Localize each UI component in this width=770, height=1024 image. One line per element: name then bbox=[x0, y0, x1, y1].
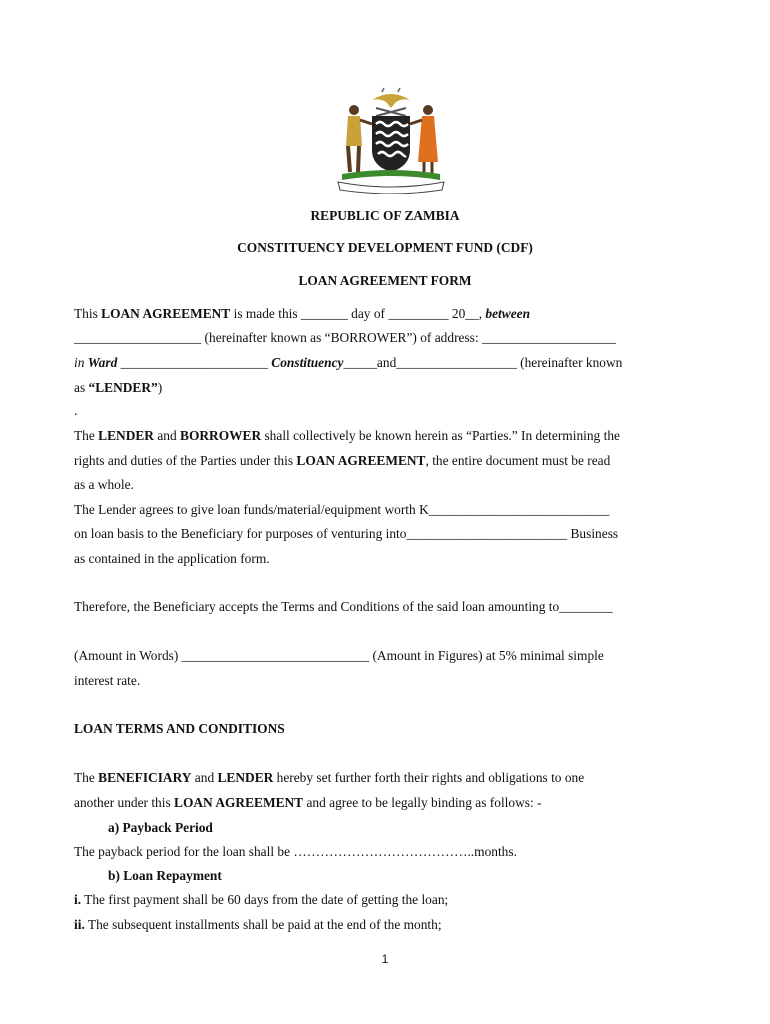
intro-line-1: This LOAN AGREEMENT is made this _______ day of _________ 20__, between bbox=[74, 306, 531, 321]
intro-line-3: in Ward ______________________ Constituency_____and__________________ (hereinafter known bbox=[74, 355, 623, 370]
terms-line-2: another under this LOAN AGREEMENT and agree to be legally binding as follows: - bbox=[74, 795, 542, 810]
lender-line-1: The Lender agrees to give loan funds/material/equipment worth K___________________________ bbox=[74, 502, 610, 517]
terms-line-1: The BENEFICIARY and LENDER hereby set further forth their rights and obligations to one bbox=[74, 770, 585, 785]
intro-line-4: as “LENDER”) bbox=[74, 380, 163, 395]
heading-country: REPUBLIC OF ZAMBIA bbox=[310, 208, 460, 223]
repayment-heading: b) Loan Repayment bbox=[108, 868, 222, 883]
parties-line-3: as a whole. bbox=[74, 477, 134, 492]
lender-line-2: on loan basis to the Beneficiary for purposes of venturing into________________________ Business bbox=[74, 526, 619, 541]
heading-fund: CONSTITUENCY DEVELOPMENT FUND (CDF) bbox=[237, 240, 533, 255]
payback-text: The payback period for the loan shall be …………………………………..months. bbox=[74, 844, 517, 859]
parties-line-1: The LENDER and BORROWER shall collectively be known herein as “Parties.” In determining the bbox=[74, 428, 620, 443]
amount-line-2: interest rate. bbox=[74, 673, 141, 688]
payback-heading: a) Payback Period bbox=[108, 820, 213, 835]
therefore-line: Therefore, the Beneficiary accepts the Terms and Conditions of the said loan amounting to________ bbox=[74, 599, 613, 614]
page-number: 1 bbox=[381, 952, 389, 966]
terms-heading: LOAN TERMS AND CONDITIONS bbox=[74, 721, 285, 736]
intro-dot: . bbox=[74, 403, 78, 418]
repayment-item-ii: ii. The subsequent installments shall be paid at the end of the month; bbox=[74, 917, 442, 932]
coat-of-arms-emblem bbox=[332, 86, 450, 194]
parties-line-2: rights and duties of the Parties under this LOAN AGREEMENT, the entire document must be read bbox=[74, 453, 611, 468]
amount-line-1: (Amount in Words) ____________________________ (Amount in Figures) at 5% minimal simple bbox=[74, 648, 604, 663]
heading-form: LOAN AGREEMENT FORM bbox=[298, 273, 472, 288]
repayment-item-i: i. The first payment shall be 60 days from the date of getting the loan; bbox=[74, 892, 449, 907]
intro-line-2: ___________________ (hereinafter known as “BORROWER”) of address: ____________________ bbox=[74, 330, 616, 345]
lender-line-3: as contained in the application form. bbox=[74, 551, 270, 566]
